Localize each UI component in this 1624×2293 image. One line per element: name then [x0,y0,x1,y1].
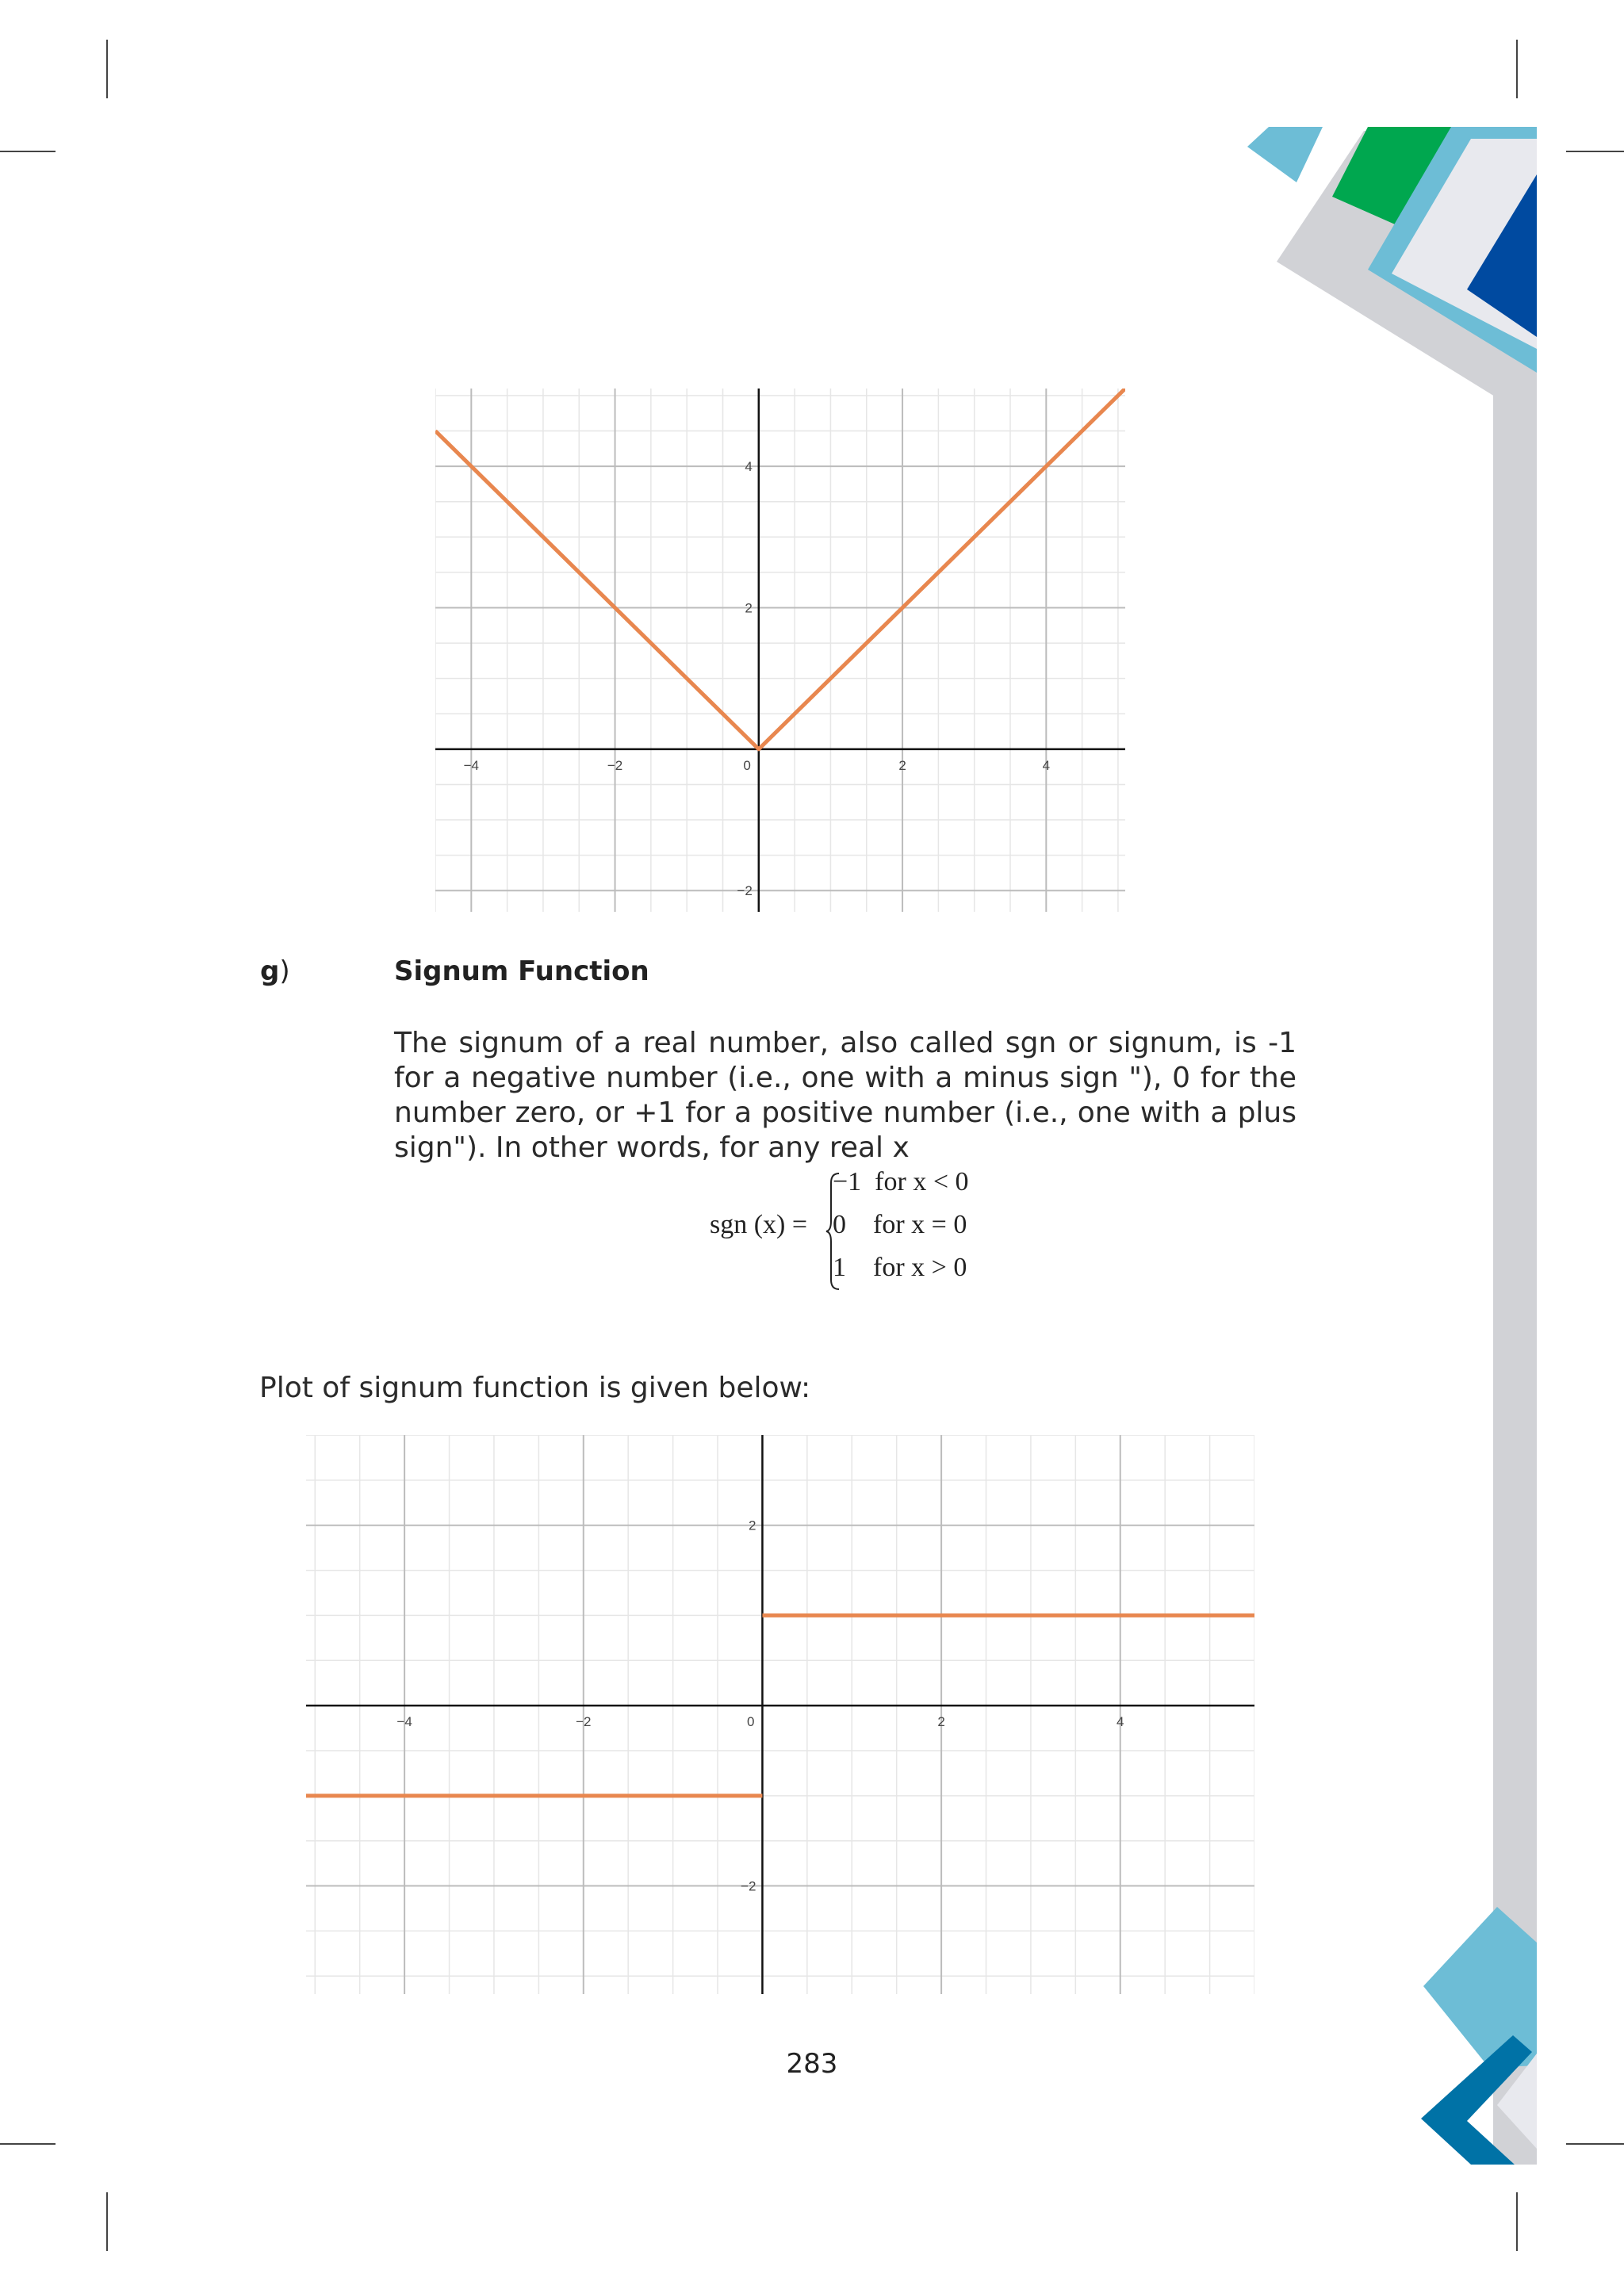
series-line [435,389,1125,749]
x-tick-label: −2 [576,1714,592,1730]
y-tick-label: 2 [745,600,753,616]
section-letter-paren: ) [279,955,290,987]
crop-mark [0,151,56,152]
x-tick-label: 0 [746,1714,755,1730]
x-tick-label: 4 [1042,757,1051,773]
plot-caption: Plot of signum function is given below: [259,1372,811,1404]
crop-mark [1516,2192,1518,2251]
body-paragraph: The signum of a real number, also called sgn or signum, is -1 for a negative number (i.e., one with a minus sign "), 0 for the number zero, or +1 for a positive number (i.e., one with a plus sign"). In other words, for any real x [394,1027,1297,1164]
x-tick-label: 4 [1116,1714,1124,1730]
section-letter-text: g [260,955,280,987]
sidebar-strip [1493,381,1537,2165]
crop-mark [106,40,108,98]
crop-mark [1566,151,1624,152]
x-tick-label: −4 [396,1714,412,1730]
x-tick-label: −2 [607,757,623,773]
y-tick-label: 2 [748,1518,756,1533]
crop-mark [1516,40,1518,98]
x-tick-label: 0 [743,757,751,773]
y-tick-label: −2 [737,883,753,899]
signum-formula [710,1164,995,1295]
crop-mark [1566,2143,1624,2145]
formula-case: −1 for x < 0 [833,1167,969,1196]
crop-mark [106,2192,108,2251]
x-tick-label: 2 [898,757,906,773]
section-title: Signum Function [394,955,649,987]
x-tick-label: −4 [463,757,480,773]
page-number: 283 [786,2048,838,2080]
absolute-value-chart [435,389,1125,912]
x-tick-label: 2 [937,1714,945,1730]
formula-case: 0 for x = 0 [833,1210,967,1239]
formula-case: 1 for x > 0 [833,1253,967,1282]
formula-lhs: sgn (x) = [710,1210,808,1239]
section-letter [260,955,290,987]
y-tick-label: 4 [745,459,753,475]
y-tick-label: −2 [741,1878,756,1894]
signum-chart [306,1435,1254,1994]
crop-mark [0,2143,56,2145]
light-blue-block [1247,127,1323,182]
